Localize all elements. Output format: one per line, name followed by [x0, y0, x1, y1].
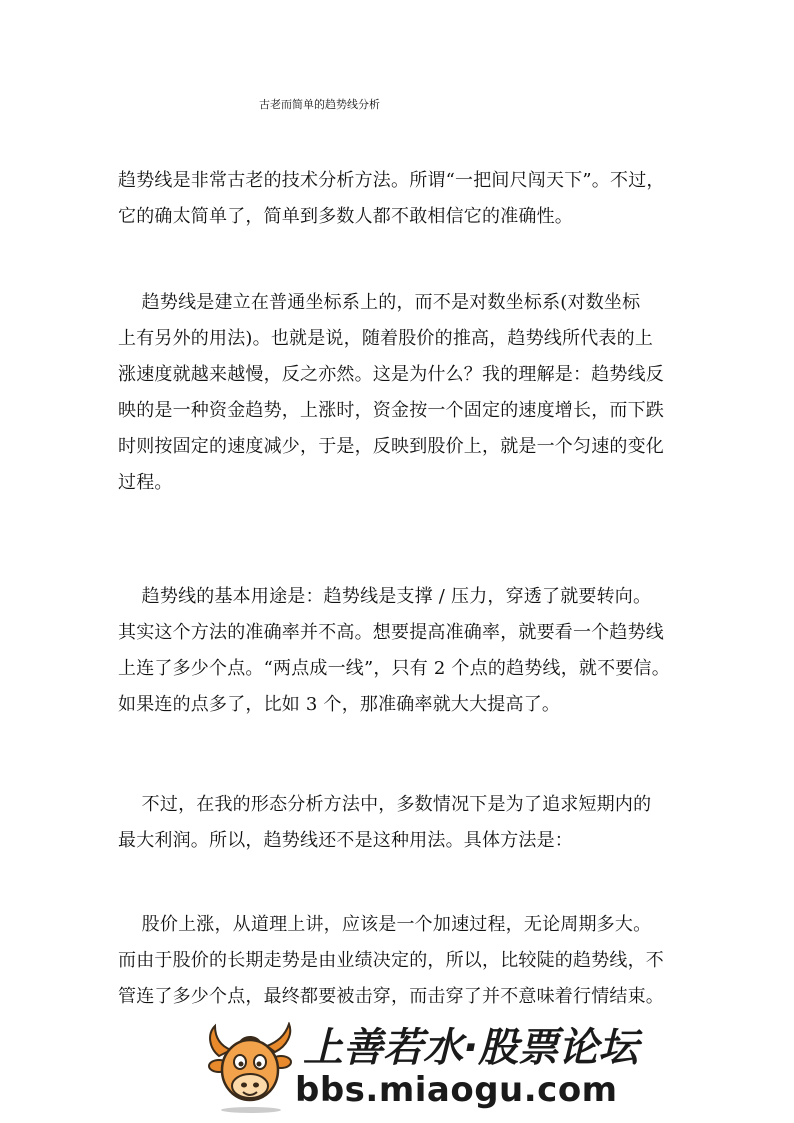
paragraph-line: 映的是一种资金趋势，上涨时，资金按一个固定的速度增长，而下跌: [118, 400, 664, 421]
paragraph-line: 趋势线的基本用途是：趋势线是支撑 / 压力，穿透了就要转向。: [118, 586, 652, 607]
paragraph-line: 它的确太简单了，简单到多数人都不敢相信它的准确性。: [118, 206, 573, 227]
paragraph-line: 趋势线是建立在普通坐标系上的，而不是对数坐标系(对数坐标: [118, 292, 641, 313]
paragraph-line: 如果连的点多了，比如 3 个，那准确率就大大提高了。: [118, 694, 561, 715]
paragraph-line: 股价上涨，从道理上讲，应该是一个加速过程，无论周期多大。: [118, 914, 652, 935]
paragraph-line: 涨速度就越来越慢，反之亦然。这是为什么？我的理解是：趋势线反: [118, 364, 664, 385]
bull-mascot-icon: [205, 1022, 297, 1114]
paragraph-4: [118, 794, 688, 866]
paragraph-line: 最大利润。所以，趋势线还不是这种用法。具体方法是：: [118, 830, 573, 851]
paragraph-line: 上有另外的用法)。也就是说，随着股价的推高，趋势线所代表的上: [118, 328, 654, 349]
paragraph-line: 其实这个方法的准确率并不高。想要提高准确率，就要看一个趋势线: [118, 622, 664, 643]
paragraph-line: 不过，在我的形态分析方法中，多数情况下是为了追求短期内的: [118, 794, 652, 815]
paragraph-5: [118, 914, 688, 1022]
document-title: 古老而简单的趋势线分析: [259, 98, 380, 111]
paragraph-line: 管连了多少个点，最终都要被击穿，而击穿了并不意味着行情结束。: [118, 986, 664, 1007]
paragraph-line: 而由于股价的长期走势是由业绩决定的，所以，比较陡的趋势线，不: [118, 950, 664, 971]
paragraph-3: [118, 586, 688, 730]
forum-logo[interactable]: [205, 1022, 639, 1117]
paragraph-1: [118, 170, 688, 242]
paragraph-line: 时则按固定的速度减少，于是，反映到股价上，就是一个匀速的变化: [118, 436, 664, 457]
paragraph-line: 过程。: [118, 472, 173, 493]
paragraph-2: [118, 292, 688, 508]
forum-name: 上善若水·股票论坛: [303, 1025, 639, 1071]
paragraph-line: 上连了多少个点。“两点成一线”，只有 2 个点的趋势线，就不要信。: [118, 658, 670, 679]
forum-url-link[interactable]: bbs.miaogu.com: [295, 1070, 618, 1110]
paragraph-line: 趋势线是非常古老的技术分析方法。所谓“一把间尺闯天下”。不过，: [118, 170, 665, 191]
